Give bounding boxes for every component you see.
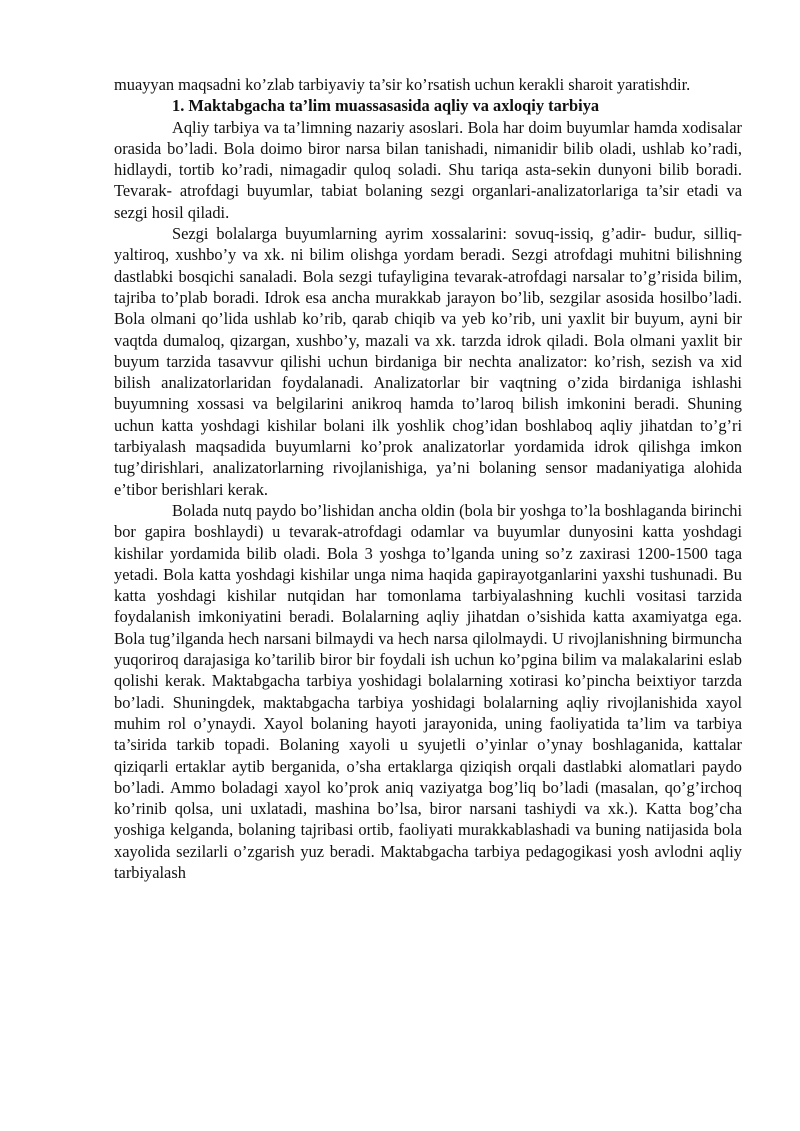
document-body: [114, 74, 742, 883]
paragraph-1: Aqliy tarbiya va ta’limning nazariy asoslari. Bola har doim buyumlar hamda xodisalar orasida bo’ladi. Bola doimo biror narsa bilan tanishadi, nimanidir bilib oladi, ushlab ko’radi, hidlaydi, tortib ko’radi, nimagadir quloq soladi. Shu tariqa asta-sekin dunyoni bilib boradi. Tevarak- atrofdagi buyumlar, tabiat bolaning sezgi organlari-analizatorlariga ta’sir etadi va sezgi hosil qiladi.: [114, 117, 742, 222]
paragraph-3: Bolada nutq paydo bo’lishidan ancha oldin (bola bir yoshga to’la boshlaganda birinchi bor gapira boshlaydi) u tevarak-atrofdagi odamlar va buyumlar dunyosini katta yoshdagi kishilar yordamida bilib oladi. Bola 3 yoshga to’lganda uning so’z zaxirasi 1200-1500 taga yetadi. Bola katta yoshdagi kishilar unga nima haqida gapirayotganlarini yaxshi tushunadi. Bu katta yoshdagi kishilar nutqidan har tomonlama tarbiyalashning kuchli vositasi tarzida foydalanish imkoniyatini beradi. Bolalarning aqliy jihatdan o’sishida katta axamiyatga ega. Bola tug’ilganda hech narsani bilmaydi va hech narsa qilolmaydi. U rivojlanishning birmuncha yuqoriroq darajasiga ko’tarilib biror bir foydali ish uchun ko’pgina bilim va malakalarini eslab qolishi kerak. Maktabgacha tarbiya yoshidagi bolalarning xotirasi ko’pincha beixtiyor tarzda bo’ladi. Shuningdek, maktabgacha tarbiya yoshidagi bolalarning aqliy rivojlanishida xayol muhim rol o’ynaydi. Xayol bolaning hayoti jarayonida, uning faoliyatida ta’lim va tarbiya ta’sirida tarkib topadi. Bolaning xayoli u syujetli o’yinlar o’ynay boshlaganida, kattalar qiziqarli ertaklar aytib berganida, o’sha ertaklarga qiziqish orqali dastlabki alomatlari paydo bo’ladi. Ammo boladagi xayol ko’prok aniq vaziyatga bog’liq bo’ladi (masalan, qo’g’irchoq ko’rinib qolsa, uni uxlatadi, mashina bo’lsa, biror narsani tashiydi va xk.). Katta bog’cha yoshiga kelganda, bolaning tajribasi ortib, faoliyati murakkablashadi va buning natijasida bola xayolida sezilarli o’zgarish yuz beradi. Maktabgacha tarbiya pedagogikasi yosh avlodni aqliy tarbiyalash: [114, 500, 742, 882]
section-heading: 1. Maktabgacha ta’lim muassasasida aqliy va axloqiy tarbiya: [172, 96, 600, 116]
paragraph-2: Sezgi bolalarga buyumlarning ayrim xossalarini: sovuq-issiq, g’adir- budur, silliq-yaltiroq, xushbo’y va xk. ni bilim olishga yordam beradi. Sezgi atrofdagi muhitni bilishning dastlabki bosqichi sanaladi. Bola sezgi tufayligina tevarak-atrofdagi narsalar to’g’risida bilim, tajriba to’plab boradi. Idrok esa ancha murakkab jarayon bo’lib, sezgilar asosida hosilbo’ladi. Bola olmani qo’lida ushlab ko’rib, qarab chiqib va yeb ko’rib, uni yaxlit bir buyum, ayni bir vaqtda dumaloq, qizargan, xushbo’y, mazali va xk. tarzda idrok qiladi. Bola olmani yaxlit bir buyum tarzida tasavvur qilishi uchun birdaniga bir nechta analizator: ko’rish, sezish va xid bilish analizatorlaridan foydalanadi. Analizatorlar bir vaqtning o’zida birdaniga ishlashi buyumning xossasi va belgilarini anikroq hamda to’laroq bilish imkonini beradi. Shuning uchun katta yoshdagi kishilar bolani ilk yoshlik chog’idan boshlaboq aqliy jihatdan to’g’ri tarbiyalash maqsadida buyumlarni ko’prok analizatorlar yordamida idrok qilishga imkon tug’dirishlari, analizatorlarning rivojlanishiga, ya’ni bolaning sensor madaniyatiga alohida e’tibor berishlari kerak.: [114, 224, 742, 499]
opening-paragraph: muayyan maqsadni ko’zlab tarbiyaviy ta’sir ko’rsatish uchun kerakli sharoit yaratishdir.: [114, 75, 691, 94]
